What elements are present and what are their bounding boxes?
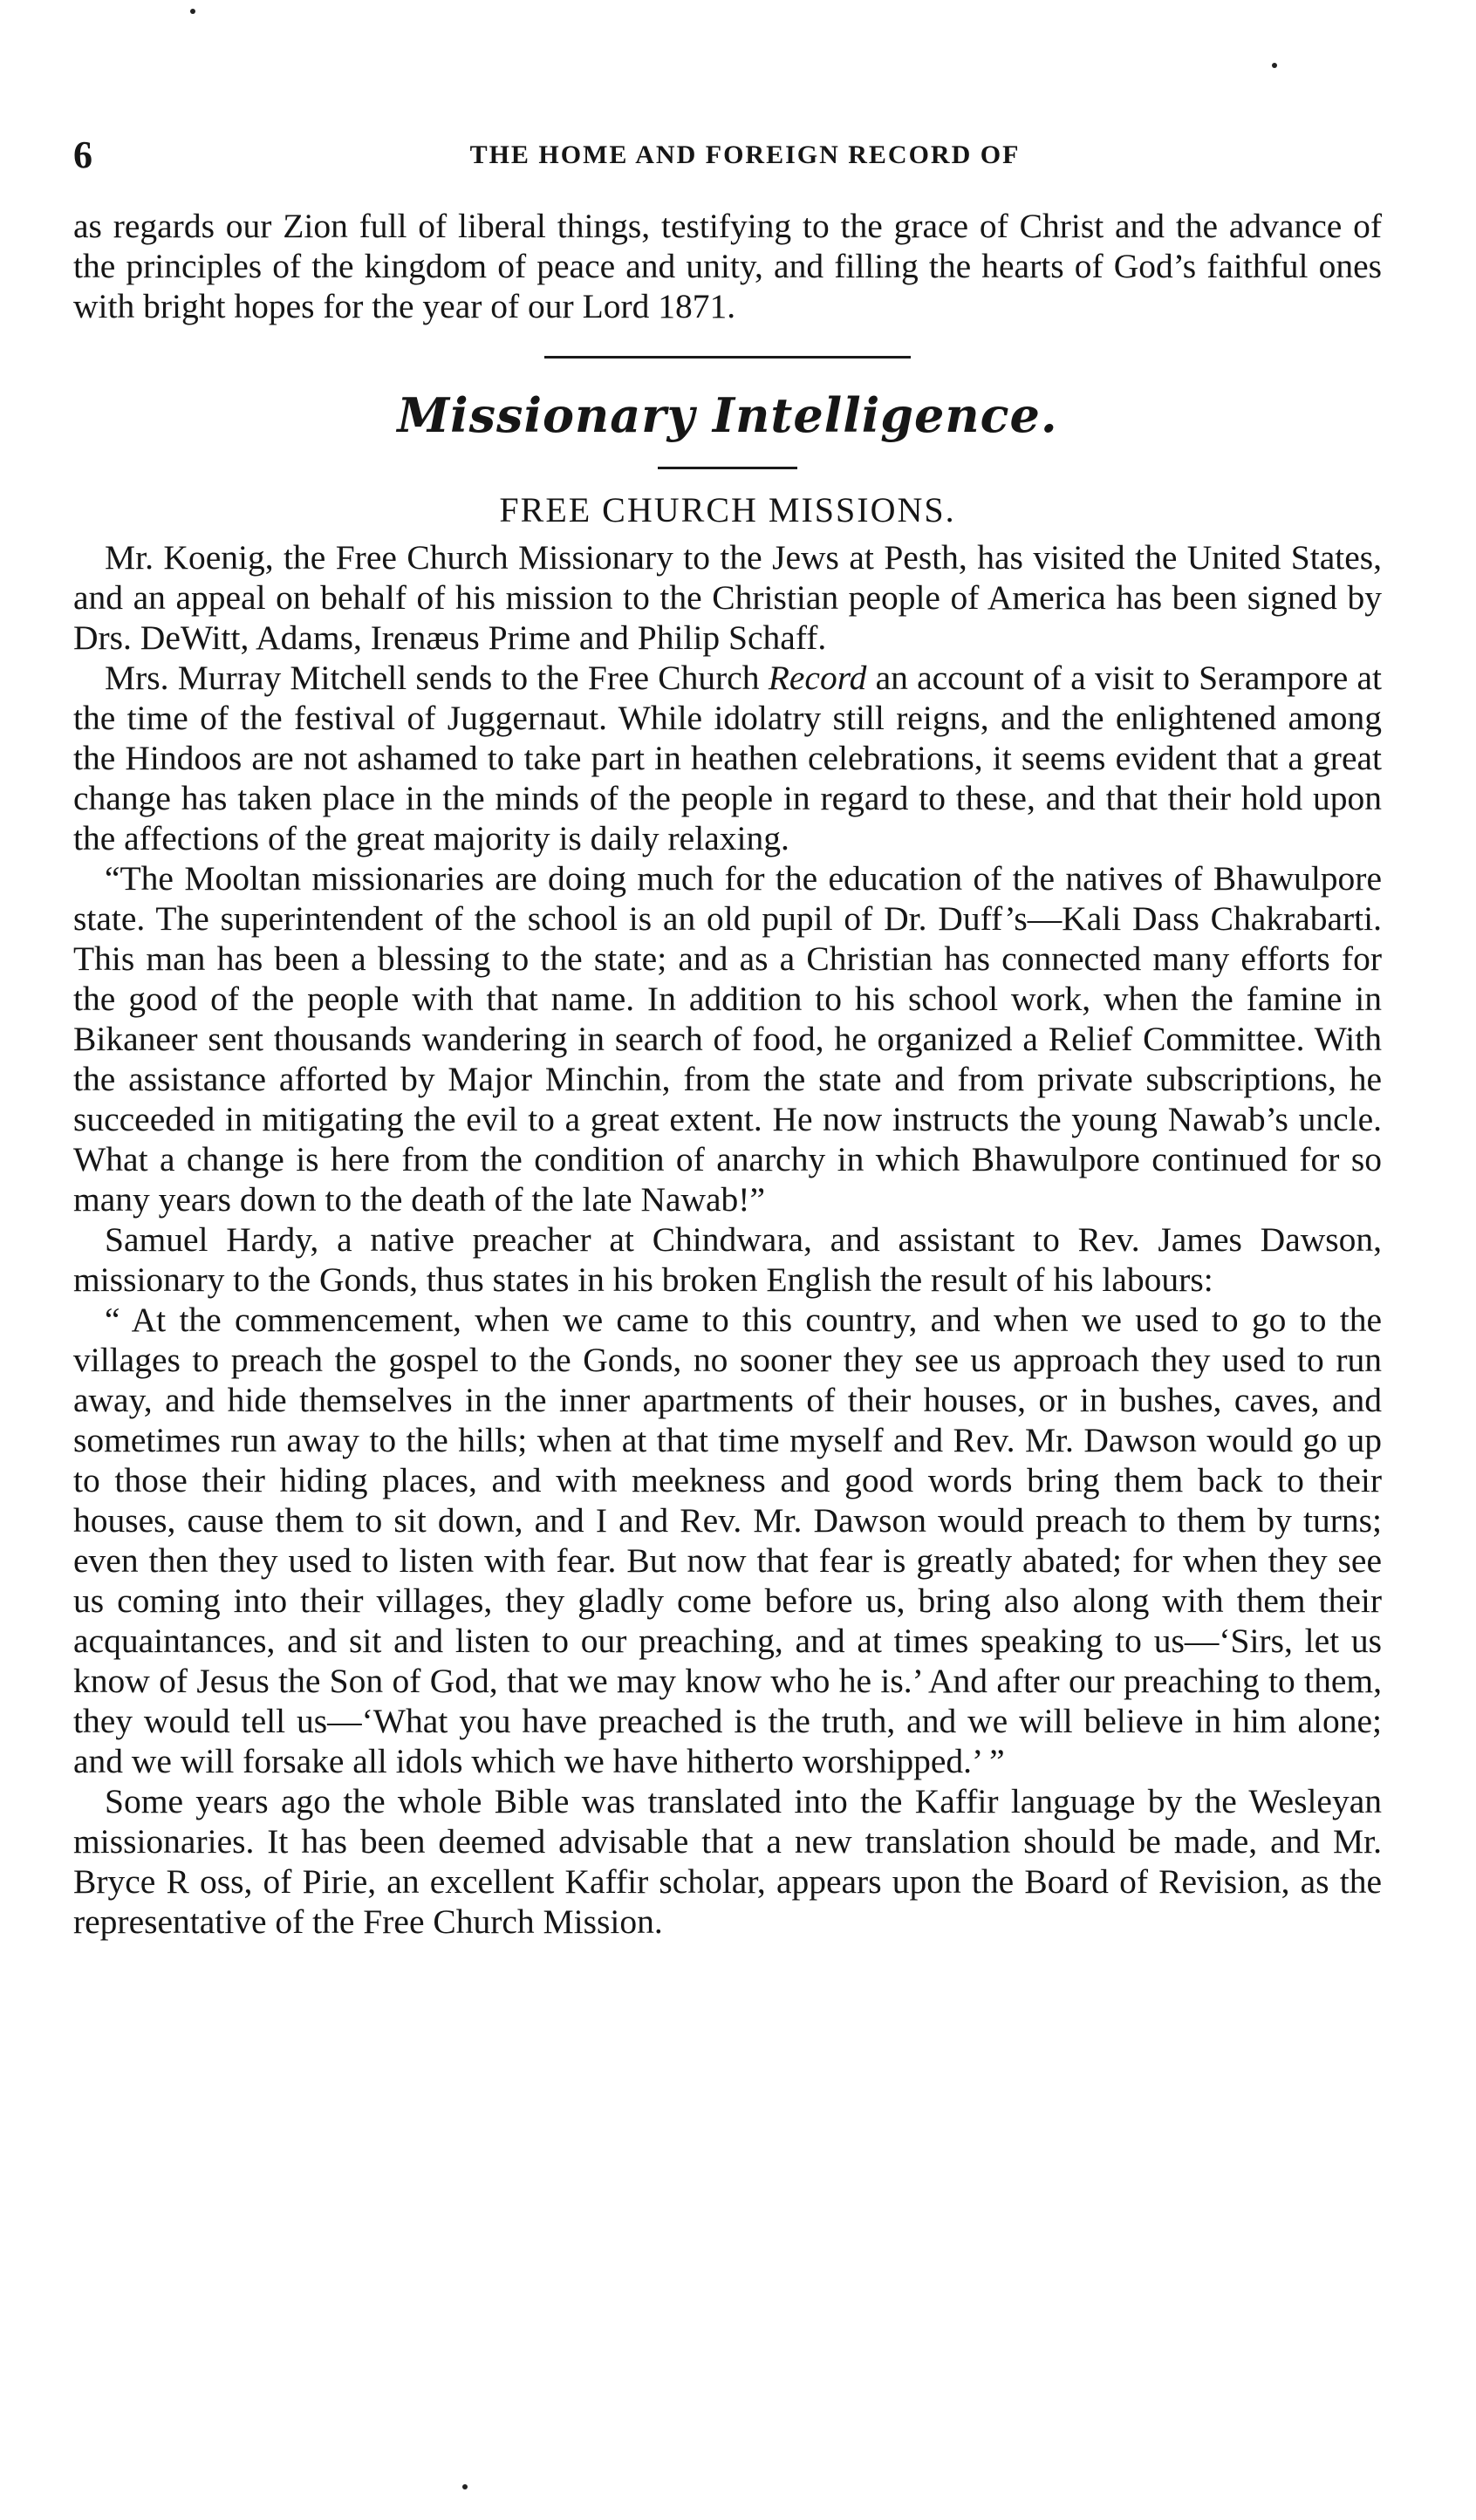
paragraph-mitchell <box>73 658 1382 858</box>
record-title: Record <box>768 659 867 697</box>
page <box>73 129 1382 1942</box>
paragraph-hardy: Samuel Hardy, a native preacher at Chindwara, and assistant to Rev. James Dawson, missionary to the Gonds, thus states in his broken English the result of his labours: <box>73 1220 1382 1299</box>
paragraph-koenig: Mr. Koenig, the Free Church Missionary to the Jews at Pesth, has visited the United States, and an appeal on behalf of his mission to the Christian people of America has been signed by Drs. DeWitt, Adams, Irenæus Prime and Philip Schaff. <box>73 538 1382 657</box>
title-underline <box>658 467 797 469</box>
paragraph-kaffir-bible: Some years ago the whole Bible was translated into the Kaffir language by the Wesleyan missionaries. It has been deemed advisable that a new translation should be made, and Mr. Bryce R oss, of Pirie, an excellent Kaffir scholar, appears upon the Board of Revision, as the representative of the Free Church Mission. <box>73 1782 1382 1941</box>
print-speck <box>1272 63 1277 68</box>
article-body <box>73 537 1382 1942</box>
section-title: Missionary Intelligence. <box>397 387 1058 443</box>
intro-paragraph: as regards our Zion full of liberal things, testifying to the grace of Christ and the advance of the principles of the kingdom of peace and unity, and filling the hearts of God’s faithful ones with bright hopes for the year of our Lord 1871. <box>73 207 1382 325</box>
print-speck <box>190 9 195 14</box>
print-speck <box>462 2484 468 2489</box>
intro-block <box>73 206 1382 326</box>
paragraph-hardy-quote: “ At the commencement, when we came to this country, and when we used to go to the villages to preach the gospel to the Gonds, no sooner they see us approach they used to run away, and hide themselves in the inner apartments of their houses, or in bushes, caves, and sometimes run away to the hills; when at that time myself and Rev. Mr. Dawson would go up to those their hiding places, and with meekness and good words bring them back to their houses, cause them to sit down, and I and Rev. Mr. Dawson would preach to them by turns; even then they used to listen with fear. But now that fear is greatly abated; for when they see us coming into their villages, they gladly come before us, bring also along with them their acquaintances, and sit and listen to our preaching, and at times speaking to us—‘Sirs, let us know of Jesus the Son of God, that we may know who he is.’ And after our preaching to them, they would tell us—‘What you have preached is the truth, and we will believe in him alone; and we will forsake all idols which we have hitherto worshipped.’ ” <box>73 1301 1382 1780</box>
paragraph-text: Mrs. Murray Mitchell sends to the Free Church <box>105 659 769 697</box>
page-number: 6 <box>73 133 92 176</box>
running-head <box>73 129 1382 181</box>
section-divider <box>544 356 911 359</box>
subsection-heading: FREE CHURCH MISSIONS. <box>499 490 956 529</box>
journal-title: THE HOME AND FOREIGN RECORD OF <box>469 140 1021 169</box>
paragraph-text: an account of a visit to Serampore at the time of the festival of Juggernaut. While idolatry still reigns, and the enlightened among the Hindoos are not ashamed to take part in heathen celebrations, it seems evident that a great change has taken place in the minds of the people in regard to these, and that their hold upon the affections of the great majority is daily relaxing. <box>73 659 1382 857</box>
paragraph-mooltan: “The Mooltan missionaries are doing much for the education of the natives of Bhawulpore state. The superintendent of the school is an old pupil of Dr. Duff’s—Kali Dass Chakrabarti. This man has been a blessing to the state; and as a Christian has connected many efforts for the good of the people with that name. In addition to his school work, when the famine in Bikaneer sent thousands wandering in search of food, he organized a Relief Committee. With the assistance afforted by Major Minchin, from the state and from private subscriptions, he succeeded in mitigating the evil to a great extent. He now instructs the young Nawab’s uncle. What a change is here from the condition of anarchy in which Bhawulpore continued for so many years down to the death of the late Nawab!” <box>73 859 1382 1219</box>
